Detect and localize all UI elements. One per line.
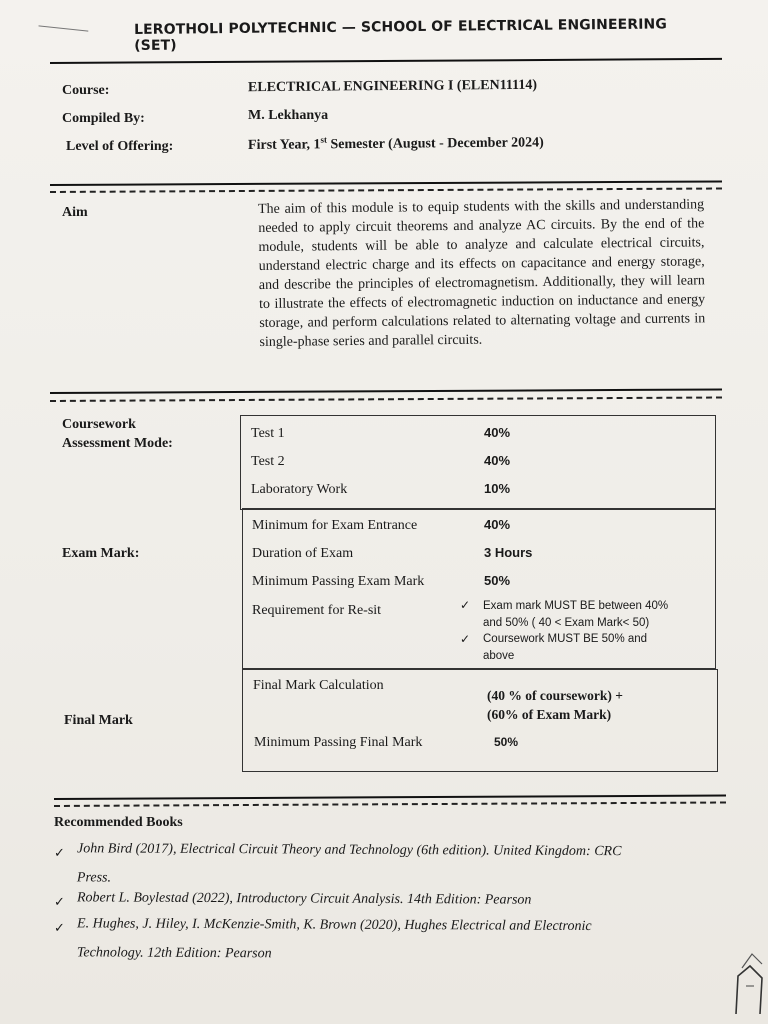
divider-aim-dash [50,187,722,193]
final-formula-line: (60% of Exam Mark) [487,707,612,722]
exam-mark-label: Exam Mark: [62,546,140,561]
resit-requirement-line: Exam mark MUST BE between 40% [483,600,669,612]
book-entry [77,909,717,970]
exam-value: 40% [484,517,511,532]
book-entry-line: E. Hughes, J. Hiley, I. McKenzie-Smith, K. Brown (2020), Hughes Electrical and Electronic [77,916,592,935]
compiled-by-value: M. Lekhanya [248,108,329,123]
resit-requirement [483,631,647,665]
level-label: Level of Offering: [66,139,174,154]
divider-assessment-top [50,388,722,394]
check-icon: ✓ [460,632,471,646]
coursework-value: 40% [484,425,511,440]
coursework-item: Test 1 [251,426,285,441]
final-formula-line: (40 % of coursework) + [487,688,623,703]
book-entry-line: Robert L. Boylestad (2022), Introductory Circuit Analysis. 14th Edition: Pearson [76,890,532,908]
divider-books-dash [54,801,726,807]
book-entry-line: John Bird (2017), Electrical Circuit Theory and Technology (6th edition). United Kingdom: CRC [77,841,622,860]
coursework-label-line2: Assessment Mode: [62,436,173,451]
aim-text: The aim of this module is to equip students with the skills and understanding needed to apply circuit theorems and analyze AC circuits. By the end of the module, students will be able to analyze and calculate electrical circuits, understand electric charge and its effects on capacitance and energy storage, and describe the principles of electromagnetism. Additionally, they will learn to illustrate the effects of electromagnetic induction on inductance and energy storage, and perform calculations related to alternating voltage and currents in single-phase series and parallel circuits. [258,197,706,350]
resit-requirement-line: above [483,650,515,662]
book-entry-line: Press. [76,870,112,886]
exam-value: 50% [484,573,511,588]
book-entry-line: Technology. 12th Edition: Pearson [76,945,272,962]
coursework-label [62,415,173,453]
coursework-value: 40% [484,453,511,468]
compiled-by-label: Compiled By: [62,111,145,126]
final-formula [487,686,623,724]
check-icon: ✓ [460,598,471,612]
level-value-rest: Semester (August - December 2024) [326,135,544,153]
level-value-sup: st [320,134,327,145]
binder-clip-icon [732,946,766,1016]
final-min-label: Minimum Passing Final Mark [254,735,423,750]
exam-item: Duration of Exam [252,546,354,561]
divider-top [50,58,722,64]
divider-aim-top [50,180,722,186]
check-icon: ✓ [54,846,65,861]
final-mark-label: Final Mark [64,713,133,728]
coursework-item: Laboratory Work [251,482,348,497]
coursework-value: 10% [484,481,511,496]
institution-header: LEROTHOLI POLYTECHNIC — SCHOOL OF ELECTRICAL ENGINEERING (SET) [134,16,667,54]
divider-books-top [54,794,726,800]
level-value-main: First Year, 1 [247,137,321,153]
final-min-value: 50% [494,735,519,749]
divider-assessment-dash [50,396,722,402]
course-label: Course: [62,83,110,98]
check-icon: ✓ [54,921,65,936]
resit-label: Requirement for Re-sit [252,603,382,618]
exam-item: Minimum for Exam Entrance [252,518,418,533]
exam-item: Minimum Passing Exam Mark [252,574,425,589]
resit-requirement-line: and 50% ( 40 < Exam Mark< 50) [483,617,650,629]
coursework-item: Test 2 [251,454,285,469]
resit-requirement-line: Coursework MUST BE 50% and [483,633,648,645]
course-value: ELECTRICAL ENGINEERING I (ELEN11114) [247,77,538,96]
coursework-label-line1: Coursework [62,417,136,432]
aim-label: Aim [62,205,88,220]
pen-mark [38,25,89,39]
final-calc-label: Final Mark Calculation [253,678,384,693]
level-value [248,133,544,154]
exam-value: 3 Hours [484,545,533,560]
check-icon: ✓ [54,895,65,910]
books-heading: Recommended Books [54,815,183,830]
resit-requirement [483,598,668,632]
